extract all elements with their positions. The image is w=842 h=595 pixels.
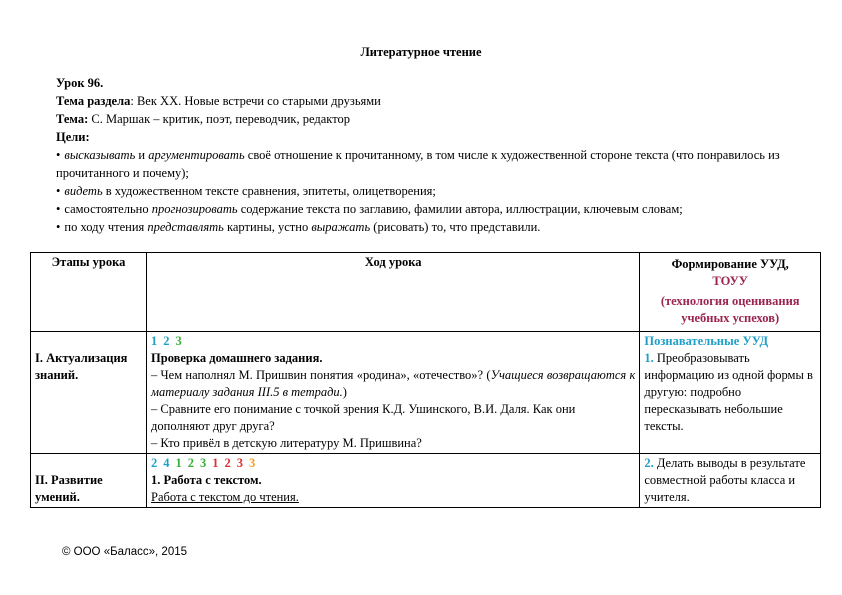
number-badge: 2	[224, 456, 231, 470]
question-text: – Сравните его понимание с точкой зрения К.Д. Ушинского, В.И. Даля. Как они дополняют друг друга?	[151, 402, 576, 433]
section-heading: Проверка домашнего задания.	[151, 351, 323, 365]
goal-text: своё отношение к прочитанному, в том числе к художественной стороне текста (что понравилось из прочитанного и почему);	[56, 148, 780, 180]
uud-item	[644, 455, 816, 506]
lesson-flow-cell	[147, 454, 640, 508]
assessment-numbers	[151, 455, 635, 472]
lesson-intro	[56, 74, 786, 236]
header-technology: (технология оценивания учебных успехов)	[660, 294, 800, 325]
topic-line	[56, 110, 786, 128]
uud-item	[644, 350, 816, 435]
uud-number: 1.	[644, 351, 654, 365]
goal-text: (рисовать) то, что представили.	[370, 220, 541, 234]
number-badge: 1	[212, 456, 219, 470]
question-part: )	[342, 385, 347, 399]
question-note: Учащиеся возвращаются к материалу задания III.5 в тетради.	[151, 368, 636, 399]
table-header-row	[31, 253, 821, 332]
goal-text: самостоятельно	[64, 202, 152, 216]
goal-item	[56, 218, 786, 236]
number-badge: 3	[249, 456, 256, 470]
uud-title: Познавательные УУД	[644, 334, 769, 348]
number-badge: 4	[163, 456, 170, 470]
header-touu: ТОУУ	[712, 274, 748, 288]
goal-verb: представлять	[147, 220, 224, 234]
page-title: Литературное чтение	[360, 45, 482, 59]
assessment-numbers	[151, 333, 635, 350]
uud-text: Делать выводы в результате совместной работы класса и учителя.	[644, 456, 806, 504]
lesson-number: Урок 96.	[56, 76, 104, 90]
table-row	[31, 454, 821, 508]
goal-item	[56, 146, 786, 182]
number-badge: 2	[163, 334, 170, 348]
number-badge: 2	[187, 456, 195, 470]
goal-verb: видеть	[64, 184, 103, 198]
number-badge: 3	[236, 456, 244, 470]
number-badge: 3	[175, 334, 182, 348]
uud-number: 2.	[644, 456, 654, 470]
number-badge: 1	[151, 334, 158, 348]
goal-text: картины, устно	[223, 220, 312, 234]
number-badge: 3	[200, 456, 207, 470]
header-uud	[640, 253, 821, 332]
uud-cell	[640, 332, 821, 454]
lesson-flow-cell	[147, 332, 640, 454]
question-part: – Чем наполнял М. Пришвин понятия «родина», «отечество»? (	[151, 368, 491, 382]
goal-verb: высказывать	[64, 148, 136, 162]
goal-text: по ходу чтения	[64, 220, 148, 234]
question-text: – Кто привёл в детскую литературу М. Пришвина?	[151, 436, 422, 450]
number-badge: 1	[175, 456, 182, 470]
number-badge: 2	[151, 456, 158, 470]
section-label: Тема раздела	[56, 94, 131, 108]
goal-item	[56, 182, 786, 200]
copyright-footer: © ООО «Баласс», 2015	[62, 546, 188, 558]
lesson-plan-table	[30, 252, 821, 508]
goal-verb: выражать	[311, 220, 371, 234]
header-uud-line1: Формирование УУД,	[671, 257, 789, 271]
section-heading: 1. Работа с текстом.	[151, 473, 262, 487]
goal-verb: аргументировать	[148, 148, 245, 162]
section-value: : Век XX. Новые встречи со старыми друзьями	[130, 94, 381, 108]
topic-label: Тема:	[56, 112, 89, 126]
goal-verb: прогнозировать	[151, 202, 238, 216]
stage-cell: II. Развитие умений.	[31, 454, 147, 508]
header-lesson-flow: Ход урока	[147, 253, 640, 332]
goal-item	[56, 200, 786, 218]
section-line	[56, 92, 786, 110]
subsection-heading: Работа с текстом до чтения.	[151, 490, 299, 504]
table-row	[31, 332, 821, 454]
goal-text: и	[135, 148, 149, 162]
goals-label: Цели:	[56, 130, 90, 144]
question-text	[151, 367, 635, 401]
topic-value: С. Маршак – критик, поэт, переводчик, редактор	[88, 112, 351, 126]
uud-cell	[640, 454, 821, 508]
goal-text: содержание текста по заглавию, фамилии автора, иллюстрации, ключевым словам;	[237, 202, 683, 216]
stage-cell: I. Актуализация знаний.	[31, 332, 147, 454]
goal-text: в художественном тексте сравнения, эпитеты, олицетворения;	[102, 184, 436, 198]
uud-text: Преобразовывать информацию из одной формы в другую: подробно пересказывать небольшие тексты.	[644, 351, 813, 433]
header-stages: Этапы урока	[31, 253, 147, 332]
